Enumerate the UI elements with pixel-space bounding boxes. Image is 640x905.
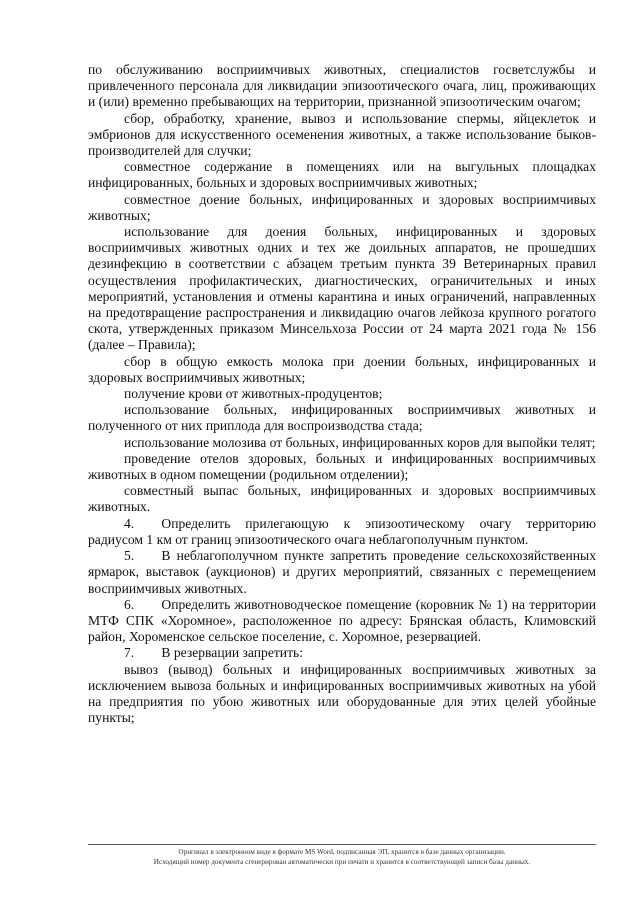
numbered-paragraph-7: 7. В резервации запретить: <box>124 645 304 661</box>
paragraph: по обслуживанию восприимчивых животных, специалистов госветслужбы и привлеченного персонала для ликвидации эпизоотического очага, лиц, проживающих и (или) временно пребывающих на территории, признанной эпизоотическим очагом; <box>88 62 596 110</box>
paragraph: проведение отелов здоровых, больных и инфицированных восприимчивых животных в одном помещении (родильном отделении); <box>88 450 596 483</box>
paragraph: использование больных, инфицированных восприимчивых животных и полученного от них приплода для воспроизводства стада; <box>88 402 596 434</box>
footer-line-original-note: Оригинал в электронном виде в формате MS Word, подписанная ЭП, хранится в базе данных организации. <box>178 848 506 856</box>
footer-line-number-note: Исходящий номер документа сгенерирован автоматически при печати и хранится в соответствующей записи базы данных. <box>153 857 531 866</box>
paragraph: совместное доение больных, инфицированных и здоровых восприимчивых животных; <box>88 191 596 223</box>
document-body <box>88 62 596 726</box>
numbered-paragraph-5: 5. В неблагополучном пункте запретить проведение сельскохозяйственных ярмарок, выставок (аукционов) и других мероприятий, связанных с перемещением восприимчивых животных. <box>88 548 596 596</box>
paragraph: совместный выпас больных, инфицированных и здоровых восприимчивых животных. <box>88 483 596 515</box>
paragraph: совместное содержание в помещениях или на выгульных площадках инфицированных, больных и здоровых восприимчивых животных; <box>88 159 596 191</box>
paragraph: использование молозива от больных, инфицированных коров для выпойки телят; <box>124 434 596 450</box>
numbered-paragraph-6: 6. Определить животноводческое помещение (коровник № 1) на территории МТФ СПК «Хоромное», расположенное по адресу: Брянская область, Климовский район, Хороменское сельское поселение, с. Хоромное, резервацией. <box>88 596 596 645</box>
paragraph: получение крови от животных-продуцентов; <box>124 386 383 402</box>
paragraph: использование для доения больных, инфицированных и здоровых восприимчивых животных одних и тех же доильных аппаратов, не прошедших дезинфекцию в соответствии с абзацем третьим пункта 39 Ветеринарных правил осуществления профилактических, диагностических, ограничительных и иных мероприятий, установления и отмены карантина и иных ограничений, направленных на предотвращение распространения и ликвидацию очагов лейкоза крупного рогатого скота, утвержденных приказом Минсельхоза России от 24 марта 2021 года № 156 (далее – Правила); <box>88 224 596 353</box>
page-footer <box>88 844 596 867</box>
paragraph: сбор в общую емкость молока при доении больных, инфицированных и здоровых восприимчивых животных; <box>88 353 596 385</box>
paragraph: вывоз (вывод) больных и инфицированных восприимчивых животных за исключением вывоза больных и инфицированных восприимчивых животных на убой на предприятия по убою животных или оборудованные для этих целей убойные пункты; <box>88 661 596 726</box>
paragraph: сбор, обработку, хранение, вывоз и использование спермы, яйцеклеток и эмбрионов для искусственного осеменения животных, а также использование быков-производителей для случки; <box>88 110 596 159</box>
numbered-paragraph-4: 4. Определить прилегающую к эпизоотическому очагу территорию радиусом 1 км от границ эпизоотического очага неблагополучным пунктом. <box>88 515 596 547</box>
